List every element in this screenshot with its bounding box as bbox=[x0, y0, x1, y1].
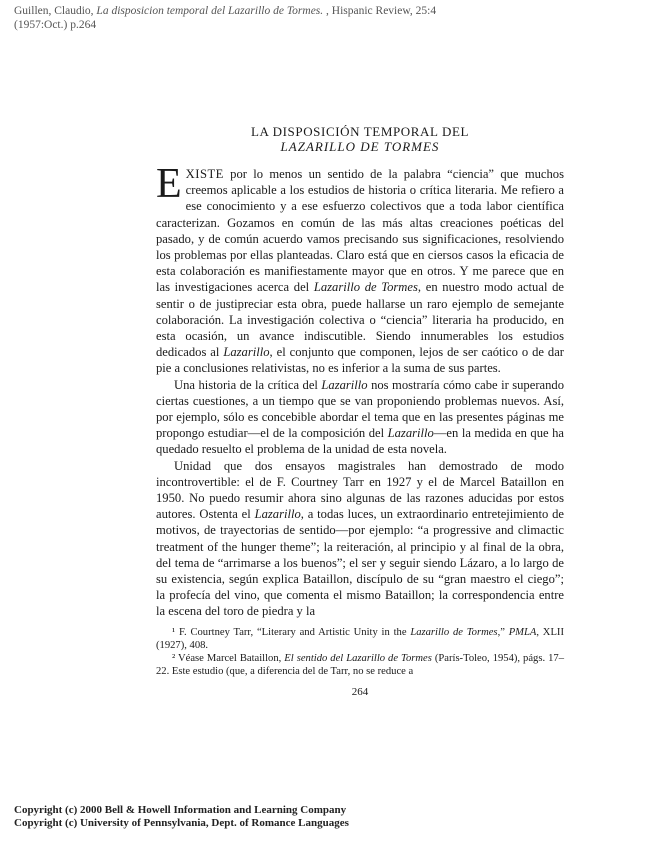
paragraph-1-text-c: , el conjunto que componen, lejos de ser caótico o de dar pie a conclusiones relativistas, no es inferior a la suma de sus partes. bbox=[156, 345, 565, 376]
paragraph-1-text-a: por lo menos un sentido de la palabra “ciencia” que muchos creemos aplicable a los estudios de historia o crítica literaria. Me refiero a ese conocimiento y a ese esfuerzo colectivos que a toda labor científica caracterizan. Gozamos en común de las más altas creaciones poéticas del pasado, y de común acuerdo vamos precisando sus significaciones, resolviendo los problemas por ellas planteadas. Claro está que en ciersos casos la eficacia de esta colaboración es manifiestamente mayor que en otros. Y me parece que en las investigaciones acerca del bbox=[156, 167, 564, 295]
footnote-1 bbox=[156, 626, 564, 652]
paragraph-1-text-b: , en nuestro modo actual de sentir o de justipreciar esta obra, puede hallarse un raro ejemplo de semejante colaboración. La investigación colectiva o “ciencia” literaria ha producido, en esta ocasión, un avance indiscutible. Siendo innumerables los estudios dedicados al bbox=[156, 280, 564, 360]
citation-header bbox=[14, 4, 614, 32]
footnote-2 bbox=[156, 652, 564, 678]
copyright-line-1: Copyright (c) 2000 Bell & Howell Information and Learning Company bbox=[14, 804, 347, 816]
paragraph-3-text-b: , a todas luces, un extraordinario entretejimiento de motivos, de trayectorias de sentido—por ejemplo: “a progressive and climactic treatment of the hunger theme”; la reiteración, al principio y al final de la obra, del tema de “arrimarse a los buenos”; el ser y seguir siendo Lázaro, a lo largo de su existencia, según explica Bataillon, discípulo de su “gran maestro el ciego”; la profecía del vino, que comenta el mismo Bataillon; la correspondencia entre la escena del toro de piedra y la bbox=[156, 507, 564, 619]
paragraph-2 bbox=[156, 377, 564, 458]
paragraph-3-text-a: Unidad que dos ensayos magistrales han demostrado de modo incontrovertible: el de F. Courtney Tarr en 1927 y el de Marcel Bataillon en 1950. No puedo resumir ahora sino algunas de las razones aducidas por estos autores. Ostenta el bbox=[156, 458, 564, 522]
copyright-footer bbox=[14, 804, 349, 830]
page-number: 264 bbox=[351, 685, 369, 698]
paragraph-3 bbox=[156, 458, 564, 620]
drop-cap: E bbox=[156, 161, 182, 207]
citation-authors: Guillen, Claudio, bbox=[14, 5, 97, 17]
article-title-line2: LAZARILLO DE TORMES bbox=[280, 139, 440, 154]
paragraph-2-italic-2: Lazarillo bbox=[387, 426, 434, 441]
paragraph-3-italic-1: Lazarillo bbox=[254, 507, 301, 522]
footnote-2-text-b: (París-Toleo, 1954), págs. 17–22. Este estudio (que, a diferencia del de Tarr, no se reduce a bbox=[156, 652, 564, 677]
copyright-line-2: Copyright (c) University of Pennsylvania, Dept. of Romance Languages bbox=[14, 817, 349, 829]
article-title-line1: LA DISPOSICIÓN TEMPORAL DEL bbox=[250, 124, 470, 139]
article-title bbox=[156, 124, 564, 154]
paragraph-2-text-a: Una historia de la crítica del bbox=[174, 377, 322, 392]
footnote-1-italic-1: Lazarillo de Tormes bbox=[410, 626, 498, 638]
paragraph-2-text-b: nos mostraría cómo cabe ir superando ciertas cuestiones, a un tiempo que se van proponiendo problemas nuevos. Así, por ejemplo, sólo es concebible abordar el tema que en las presentes páginas me propongo estudiar—el de la composición del bbox=[156, 377, 564, 441]
article-page bbox=[156, 124, 564, 700]
paragraph-1 bbox=[156, 161, 565, 377]
footnote-1-text-a: ¹ F. Courtney Tarr, “Literary and Artistic Unity in the bbox=[172, 626, 411, 638]
footnote-1-italic-2: PMLA bbox=[508, 626, 537, 638]
paragraph-2-italic-1: Lazarillo bbox=[321, 377, 368, 392]
paragraph-1-italic-1: Lazarillo de Tormes bbox=[313, 280, 418, 295]
footnote-2-italic-1: El sentido del Lazarillo de Tormes bbox=[284, 652, 432, 664]
footnotes bbox=[156, 626, 564, 678]
paragraph-2-text-c: —en la medida en que ha quedado resuelto el problema de la unidad de esta novela. bbox=[156, 426, 564, 457]
footnote-1-text-c: , XLII (1927), 408. bbox=[156, 626, 564, 651]
citation-journal: , Hispanic Review, 25:4 bbox=[323, 5, 437, 17]
paragraph-1-italic-2: Lazarillo bbox=[223, 345, 270, 360]
citation-title: La disposicion temporal del Lazarillo de Tormes. bbox=[96, 5, 324, 17]
paragraph-1-smallcaps: XISTE bbox=[185, 167, 224, 181]
citation-issue: (1957:Oct.) p.264 bbox=[14, 19, 97, 31]
footnote-1-text-b: ,” bbox=[497, 626, 509, 638]
footnote-2-text-a: ² Véase Marcel Bataillon, bbox=[172, 652, 285, 664]
